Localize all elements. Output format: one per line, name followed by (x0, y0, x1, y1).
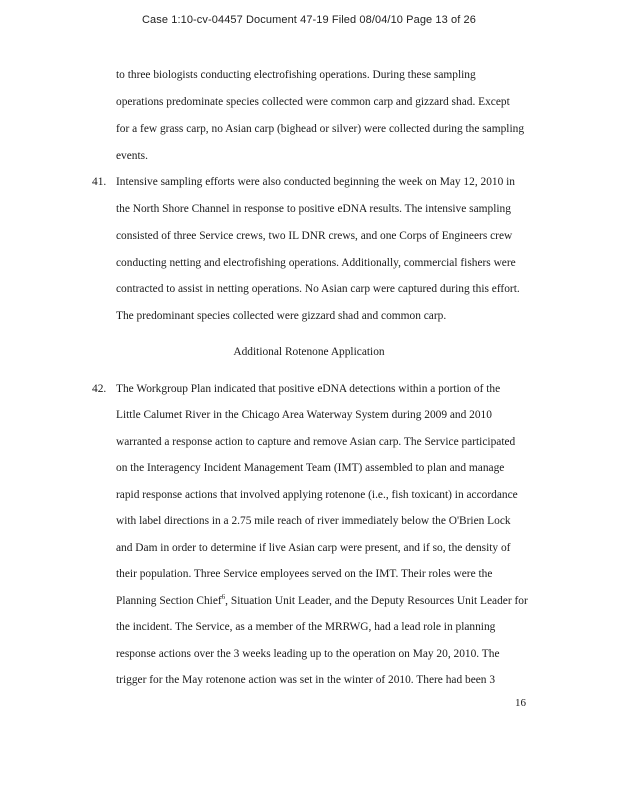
text-line: for a few grass carp, no Asian carp (bighead or silver) were collected during the sampling (116, 123, 525, 135)
text-line: warranted a response action to capture and remove Asian carp. The Service participated (116, 436, 516, 448)
paragraph-number: 42. (92, 383, 107, 395)
paragraph-number: 41. (92, 176, 107, 188)
text-fragment: , Situation Unit Leader, and the Deputy Resources Unit Leader for (225, 595, 528, 607)
text-line: The predominant species collected were gizzard shad and common carp. (116, 310, 447, 322)
text-line: trigger for the May rotenone action was set in the winter of 2010. There had been 3 (116, 674, 496, 686)
text-line: The Workgroup Plan indicated that positive eDNA detections within a portion of the (116, 383, 501, 395)
section-heading: Additional Rotenone Application (233, 346, 385, 358)
footnote-marker: 6 (221, 593, 226, 602)
text-line: conducting netting and electrofishing operations. Additionally, commercial fishers were (116, 257, 516, 269)
text-line: their population. Three Service employees served on the IMT. Their roles were the (116, 568, 493, 580)
text-line: rapid response actions that involved applying rotenone (i.e., fish toxicant) in accordance (116, 489, 518, 501)
text-line: consisted of three Service crews, two IL DNR crews, and one Corps of Engineers crew (116, 230, 513, 242)
text-line: Intensive sampling efforts were also conducted beginning the week on May 12, 2010 in (116, 176, 516, 188)
text-line: and Dam in order to determine if live Asian carp were present, and if so, the density of (116, 542, 511, 554)
text-line: events. (116, 150, 148, 162)
text-line (116, 594, 528, 608)
text-line: the incident. The Service, as a member of the MRRWG, had a lead role in planning (116, 621, 496, 633)
text-line: with label directions in a 2.75 mile reach of river immediately below the O'Brien Lock (116, 515, 511, 527)
text-fragment: Planning Section Chief (116, 595, 222, 607)
text-line: Little Calumet River in the Chicago Area Waterway System during 2009 and 2010 (116, 409, 492, 421)
text-line: on the Interagency Incident Management Team (IMT) assembled to plan and manage (116, 462, 505, 474)
text-line: to three biologists conducting electrofishing operations. During these sampling (116, 69, 476, 81)
text-line: contracted to assist in netting operations. No Asian carp were captured during this effort. (116, 283, 520, 295)
text-line: operations predominate species collected were common carp and gizzard shad. Except (116, 96, 510, 108)
text-line: response actions over the 3 weeks leading up to the operation on May 20, 2010. The (116, 648, 500, 660)
case-header: Case 1:10-cv-04457 Document 47-19 Filed 08/04/10 Page 13 of 26 (142, 14, 476, 26)
page-number: 16 (515, 697, 526, 709)
text-line: the North Shore Channel in response to positive eDNA results. The intensive sampling (116, 203, 511, 215)
